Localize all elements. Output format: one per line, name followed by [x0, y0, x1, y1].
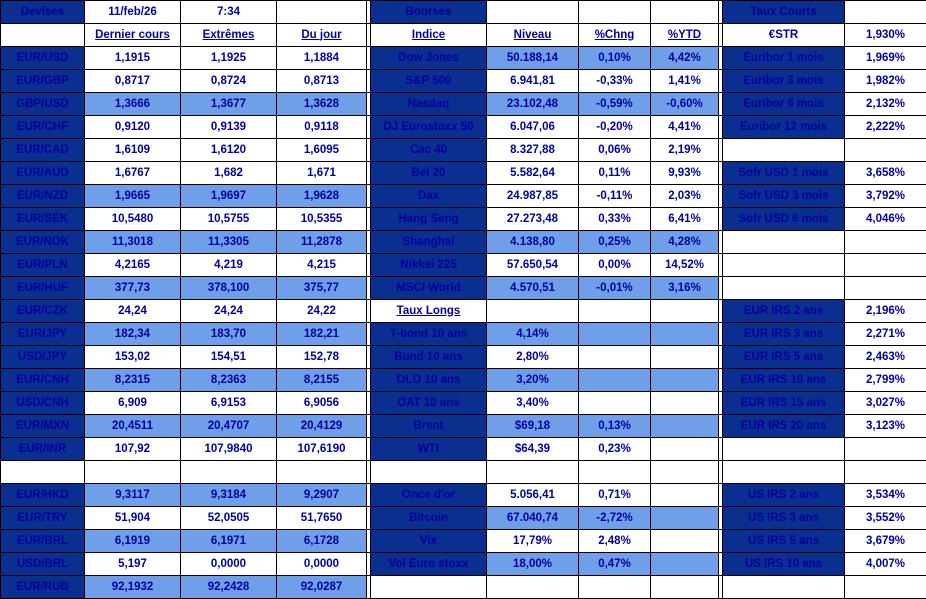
rate-value: 3,679%: [845, 530, 926, 553]
fx-last-price: 92,1932: [85, 576, 181, 599]
index-name: Nikkei 225: [371, 254, 487, 277]
index-name: MSCI World: [371, 277, 487, 300]
fx-high: 1,3677: [181, 93, 277, 116]
fx-pair-label: EUR/CAD: [1, 139, 85, 162]
fx-high: 6,9153: [181, 392, 277, 415]
estr-value: 1,930%: [845, 24, 926, 47]
bourses-header: Bourses: [371, 1, 487, 24]
fx-pair-label: EUR/PLN: [1, 254, 85, 277]
commodity-name: [371, 461, 487, 484]
index-name: Nasdaq: [371, 93, 487, 116]
bond-level: 3,40%: [487, 392, 579, 415]
fx-high: 52,0505: [181, 507, 277, 530]
spacer-cell: [651, 461, 719, 484]
spacer-cell: [651, 530, 719, 553]
index-change: 0,00%: [579, 254, 651, 277]
table-row: [1, 576, 926, 599]
spacer-cell: [579, 300, 651, 323]
spacer-cell: [277, 1, 367, 24]
index-level: 24.987,85: [487, 185, 579, 208]
table-row: [1, 185, 926, 208]
index-name: Cac 40: [371, 139, 487, 162]
table-row: [1, 300, 926, 323]
spacer-cell: [651, 369, 719, 392]
fx-pair-label: EUR/USD: [1, 47, 85, 70]
index-level: 8.327,88: [487, 139, 579, 162]
fx-pair-label: EUR/JPY: [1, 323, 85, 346]
fx-low: 92,0287: [277, 576, 367, 599]
rate-name: Sofr USD 6 mois: [723, 208, 845, 231]
spacer-cell: [651, 576, 719, 599]
index-change: 0,10%: [579, 47, 651, 70]
spacer-cell: [579, 323, 651, 346]
fx-last-price: 377,73: [85, 277, 181, 300]
fx-high: 0,0000: [181, 553, 277, 576]
fx-low: 182,21: [277, 323, 367, 346]
table-row: [1, 507, 926, 530]
table-row: [1, 162, 926, 185]
rate-value: 2,222%: [845, 116, 926, 139]
index-name: Shanghai: [371, 231, 487, 254]
fx-low: 6,1728: [277, 530, 367, 553]
fx-last-price: 51,904: [85, 507, 181, 530]
fx-last-price: 1,6109: [85, 139, 181, 162]
index-level: 5.582,64: [487, 162, 579, 185]
commodity-change: -2,72%: [579, 507, 651, 530]
rate-value: [845, 277, 926, 300]
commodity-change: 2,48%: [579, 530, 651, 553]
rate-name: Euribor 3 mois: [723, 70, 845, 93]
rate-value: 3,658%: [845, 162, 926, 185]
fx-low: 0,0000: [277, 553, 367, 576]
table-row: [1, 438, 926, 461]
rate-name: [723, 277, 845, 300]
fx-low: 1,9628: [277, 185, 367, 208]
spacer-cell: [845, 1, 926, 24]
fx-low: 4,215: [277, 254, 367, 277]
col-header-dernier-cours: Dernier cours: [85, 24, 181, 47]
fx-last-price: [85, 461, 181, 484]
fx-high: 1,9697: [181, 185, 277, 208]
commodity-name: Vol Euro stoxx: [371, 553, 487, 576]
rate-value: [845, 231, 926, 254]
table-row: [1, 369, 926, 392]
index-name: Bel 20: [371, 162, 487, 185]
rate-name: US IRS 2 ans: [723, 484, 845, 507]
fx-last-price: 107,92: [85, 438, 181, 461]
table-row: [1, 461, 926, 484]
fx-high: 6,1971: [181, 530, 277, 553]
fx-pair-label: EUR/TRY: [1, 507, 85, 530]
rate-name: [723, 231, 845, 254]
fx-last-price: 20,4511: [85, 415, 181, 438]
index-name: S&P 500: [371, 70, 487, 93]
fx-last-price: 24,24: [85, 300, 181, 323]
index-ytd: 2,19%: [651, 139, 719, 162]
commodity-level: [487, 461, 579, 484]
fx-high: 0,9139: [181, 116, 277, 139]
spacer-cell: [651, 1, 719, 24]
fx-pair-label: EUR/MXN: [1, 415, 85, 438]
fx-low: 20,4129: [277, 415, 367, 438]
commodity-name: Bitcoin: [371, 507, 487, 530]
rate-value: 4,007%: [845, 553, 926, 576]
rate-value: 3,792%: [845, 185, 926, 208]
index-ytd: 1,41%: [651, 70, 719, 93]
fx-high: 4,219: [181, 254, 277, 277]
rate-name: Euribor 1 mois: [723, 47, 845, 70]
fx-pair-label: EUR/CZK: [1, 300, 85, 323]
devises-header: Devises: [1, 1, 85, 24]
commodity-change: [579, 461, 651, 484]
index-change: 0,33%: [579, 208, 651, 231]
rate-name: Euribor 6 mois: [723, 93, 845, 116]
fx-pair-label: EUR/INR: [1, 438, 85, 461]
fx-pair-label: USD/JPY: [1, 346, 85, 369]
rate-name: [723, 438, 845, 461]
fx-last-price: 11,3018: [85, 231, 181, 254]
index-level: 27.273,48: [487, 208, 579, 231]
fx-pair-label: [1, 461, 85, 484]
table-row: [1, 47, 926, 70]
fx-last-price: 6,909: [85, 392, 181, 415]
index-change: -0,01%: [579, 277, 651, 300]
fx-pair-label: EUR/GBP: [1, 70, 85, 93]
fx-low: 1,671: [277, 162, 367, 185]
index-change: 0,25%: [579, 231, 651, 254]
rate-name: [723, 461, 845, 484]
fx-high: 183,70: [181, 323, 277, 346]
fx-last-price: 4,2165: [85, 254, 181, 277]
spacer-cell: [579, 346, 651, 369]
fx-low: 1,3628: [277, 93, 367, 116]
rate-value: 2,463%: [845, 346, 926, 369]
col-header-ytd: %YTD: [651, 24, 719, 47]
commodity-change: 0,71%: [579, 484, 651, 507]
rate-value: [845, 438, 926, 461]
index-ytd: 3,16%: [651, 277, 719, 300]
spacer-cell: [487, 576, 579, 599]
index-level: 6.047,06: [487, 116, 579, 139]
fx-last-price: 1,3666: [85, 93, 181, 116]
fx-pair-label: EUR/CHF: [1, 116, 85, 139]
index-change: 0,06%: [579, 139, 651, 162]
rate-value: [845, 576, 926, 599]
rate-value: 4,046%: [845, 208, 926, 231]
bond-name: OAT 10 ans: [371, 392, 487, 415]
index-name: DJ Eurostoxx 50: [371, 116, 487, 139]
index-ytd: 6,41%: [651, 208, 719, 231]
taux-longs-label: Taux Longs: [371, 300, 487, 323]
spacer-cell: [487, 1, 579, 24]
fx-high: 154,51: [181, 346, 277, 369]
fx-high: 24,24: [181, 300, 277, 323]
fx-pair-label: EUR/SEK: [1, 208, 85, 231]
fx-pair-label: EUR/CNH: [1, 369, 85, 392]
index-ytd: 4,28%: [651, 231, 719, 254]
commodity-level: $64,39: [487, 438, 579, 461]
index-level: 4.138,80: [487, 231, 579, 254]
fx-high: 0,8724: [181, 70, 277, 93]
rate-value: 2,799%: [845, 369, 926, 392]
fx-high: 378,100: [181, 277, 277, 300]
spacer-cell: [487, 300, 579, 323]
table-row: [1, 392, 926, 415]
table-row: [1, 277, 926, 300]
col-header-extremes: Extrêmes: [181, 24, 277, 47]
table-row: [1, 553, 926, 576]
spacer-cell: [579, 576, 651, 599]
fx-low: 24,22: [277, 300, 367, 323]
fx-low: 0,9118: [277, 116, 367, 139]
index-change: -0,20%: [579, 116, 651, 139]
fx-last-price: 10,5480: [85, 208, 181, 231]
fx-last-price: 182,34: [85, 323, 181, 346]
table-row: [1, 254, 926, 277]
fx-low: 10,5355: [277, 208, 367, 231]
rate-name: EUR IRS 5 ans: [723, 346, 845, 369]
rate-value: 2,196%: [845, 300, 926, 323]
index-ytd: 9,93%: [651, 162, 719, 185]
estr-label: €STR: [723, 24, 845, 47]
commodity-name: Once d'or: [371, 484, 487, 507]
fx-low: 9,2907: [277, 484, 367, 507]
table-row: [1, 530, 926, 553]
bond-name: OLO 10 ans: [371, 369, 487, 392]
rate-value: 3,552%: [845, 507, 926, 530]
table-row: [1, 70, 926, 93]
fx-high: 8,2363: [181, 369, 277, 392]
spacer-cell: [651, 484, 719, 507]
rate-value: [845, 254, 926, 277]
fx-last-price: 5,197: [85, 553, 181, 576]
index-name: Dax: [371, 185, 487, 208]
index-name: Dow Jones: [371, 47, 487, 70]
commodity-name: Brent: [371, 415, 487, 438]
fx-high: 10,5755: [181, 208, 277, 231]
fx-pair-label: EUR/HKD: [1, 484, 85, 507]
table-row: [1, 139, 926, 162]
col-header-chng: %Chng: [579, 24, 651, 47]
fx-high: 92,2428: [181, 576, 277, 599]
fx-high: 9,3184: [181, 484, 277, 507]
fx-last-price: 0,8717: [85, 70, 181, 93]
fx-high: 20,4707: [181, 415, 277, 438]
spacer-cell: [651, 323, 719, 346]
commodity-level: 18,00%: [487, 553, 579, 576]
spacer-cell: [651, 346, 719, 369]
index-ytd: 4,42%: [651, 47, 719, 70]
rate-name: US IRS 5 ans: [723, 530, 845, 553]
fx-high: 107,9840: [181, 438, 277, 461]
rate-value: 2,132%: [845, 93, 926, 116]
rate-value: 1,969%: [845, 47, 926, 70]
fx-high: 11,3305: [181, 231, 277, 254]
commodity-level: 67.040,74: [487, 507, 579, 530]
commodity-change: 0,47%: [579, 553, 651, 576]
table-row: [1, 231, 926, 254]
fx-last-price: 0,9120: [85, 116, 181, 139]
index-change: -0,11%: [579, 185, 651, 208]
fx-last-price: 6,1919: [85, 530, 181, 553]
spacer-cell: [651, 553, 719, 576]
rate-value: 3,027%: [845, 392, 926, 415]
index-level: 4.570,51: [487, 277, 579, 300]
fx-low: 11,2878: [277, 231, 367, 254]
rate-name: [723, 254, 845, 277]
index-ytd: 14,52%: [651, 254, 719, 277]
rate-name: EUR IRS 3 ans: [723, 323, 845, 346]
rate-value: 2,271%: [845, 323, 926, 346]
rate-value: [845, 461, 926, 484]
rate-value: 3,534%: [845, 484, 926, 507]
rate-value: 1,982%: [845, 70, 926, 93]
rate-name: EUR IRS 15 ans: [723, 392, 845, 415]
col-header-indice: Indice: [371, 24, 487, 47]
spacer-cell: [579, 1, 651, 24]
index-change: -0,33%: [579, 70, 651, 93]
fx-last-price: 1,6767: [85, 162, 181, 185]
rate-name: US IRS 3 ans: [723, 507, 845, 530]
rate-name: EUR IRS 2 ans: [723, 300, 845, 323]
rate-name: Sofr USD 1 mois: [723, 162, 845, 185]
fx-low: 1,1884: [277, 47, 367, 70]
index-name: Hang Seng: [371, 208, 487, 231]
bond-level: 3,20%: [487, 369, 579, 392]
table-row: [1, 346, 926, 369]
bond-name: T-bond 10 ans: [371, 323, 487, 346]
fx-low: 0,8713: [277, 70, 367, 93]
commodity-name: Vix: [371, 530, 487, 553]
table-subheader-row: [1, 24, 926, 47]
fx-pair-label: EUR/BRL: [1, 530, 85, 553]
fx-low: 1,6095: [277, 139, 367, 162]
bond-level: 2,80%: [487, 346, 579, 369]
spacer-cell: [651, 438, 719, 461]
bond-level: 4,14%: [487, 323, 579, 346]
fx-pair-label: GBP/USD: [1, 93, 85, 116]
fx-last-price: 1,9665: [85, 185, 181, 208]
table-row: [1, 93, 926, 116]
spacer-cell: [579, 369, 651, 392]
fx-low: 152,78: [277, 346, 367, 369]
spacer-cell: [371, 576, 487, 599]
index-ytd: 4,41%: [651, 116, 719, 139]
col-header-niveau: Niveau: [487, 24, 579, 47]
index-change: -0,59%: [579, 93, 651, 116]
fx-last-price: 1,1915: [85, 47, 181, 70]
fx-high: 1,6120: [181, 139, 277, 162]
table-row: [1, 323, 926, 346]
fx-pair-label: EUR/RUB: [1, 576, 85, 599]
index-level: 6.941,81: [487, 70, 579, 93]
fx-low: 8,2155: [277, 369, 367, 392]
spacer-cell: [651, 392, 719, 415]
bond-name: Bund 10 ans: [371, 346, 487, 369]
fx-low: [277, 461, 367, 484]
col-header-du-jour: Du jour: [277, 24, 367, 47]
fx-low: 375,77: [277, 277, 367, 300]
fx-low: 6,9056: [277, 392, 367, 415]
index-ytd: -0,60%: [651, 93, 719, 116]
fx-pair-label: USD/CNH: [1, 392, 85, 415]
fx-high: [181, 461, 277, 484]
spacer-cell: [651, 507, 719, 530]
fx-pair-label: EUR/NOK: [1, 231, 85, 254]
rate-name: EUR IRS 20 ans: [723, 415, 845, 438]
rate-value: [845, 139, 926, 162]
rate-name: [723, 576, 845, 599]
fx-last-price: 8,2315: [85, 369, 181, 392]
table-row: [1, 208, 926, 231]
fx-pair-label: EUR/HUF: [1, 277, 85, 300]
rate-value: 3,123%: [845, 415, 926, 438]
fx-pair-label: EUR/AUD: [1, 162, 85, 185]
table-row: [1, 484, 926, 507]
rate-name: Euribor 12 mois: [723, 116, 845, 139]
rate-name: [723, 139, 845, 162]
index-ytd: 2,03%: [651, 185, 719, 208]
fx-low: 107,6190: [277, 438, 367, 461]
rate-name: Sofr USD 3 mois: [723, 185, 845, 208]
fx-high: 1,682: [181, 162, 277, 185]
spacer-cell: [651, 300, 719, 323]
taux-courts-header: Taux Courts: [723, 1, 845, 24]
fx-last-price: 9,3117: [85, 484, 181, 507]
commodity-level: $69,18: [487, 415, 579, 438]
spacer-cell: [651, 415, 719, 438]
spacer-cell: [579, 392, 651, 415]
commodity-level: 5.056,41: [487, 484, 579, 507]
commodity-level: 17,79%: [487, 530, 579, 553]
fx-low: 51,7650: [277, 507, 367, 530]
fx-pair-label: EUR/NZD: [1, 185, 85, 208]
commodity-name: WTI: [371, 438, 487, 461]
fx-last-price: 153,02: [85, 346, 181, 369]
table-row: [1, 415, 926, 438]
quote-date: 11/feb/26: [85, 1, 181, 24]
index-level: 23.102,48: [487, 93, 579, 116]
rate-name: US IRS 10 ans: [723, 553, 845, 576]
index-level: 57.650,54: [487, 254, 579, 277]
index-change: 0,11%: [579, 162, 651, 185]
commodity-change: 0,23%: [579, 438, 651, 461]
table-header-row: [1, 1, 926, 24]
table-row: [1, 116, 926, 139]
commodity-change: 0,13%: [579, 415, 651, 438]
fx-high: 1,1925: [181, 47, 277, 70]
rate-name: EUR IRS 10 ans: [723, 369, 845, 392]
index-level: 50.188,14: [487, 47, 579, 70]
spacer-cell: [1, 24, 85, 47]
fx-pair-label: USD/BRL: [1, 553, 85, 576]
quote-time: 7:34: [181, 1, 277, 24]
